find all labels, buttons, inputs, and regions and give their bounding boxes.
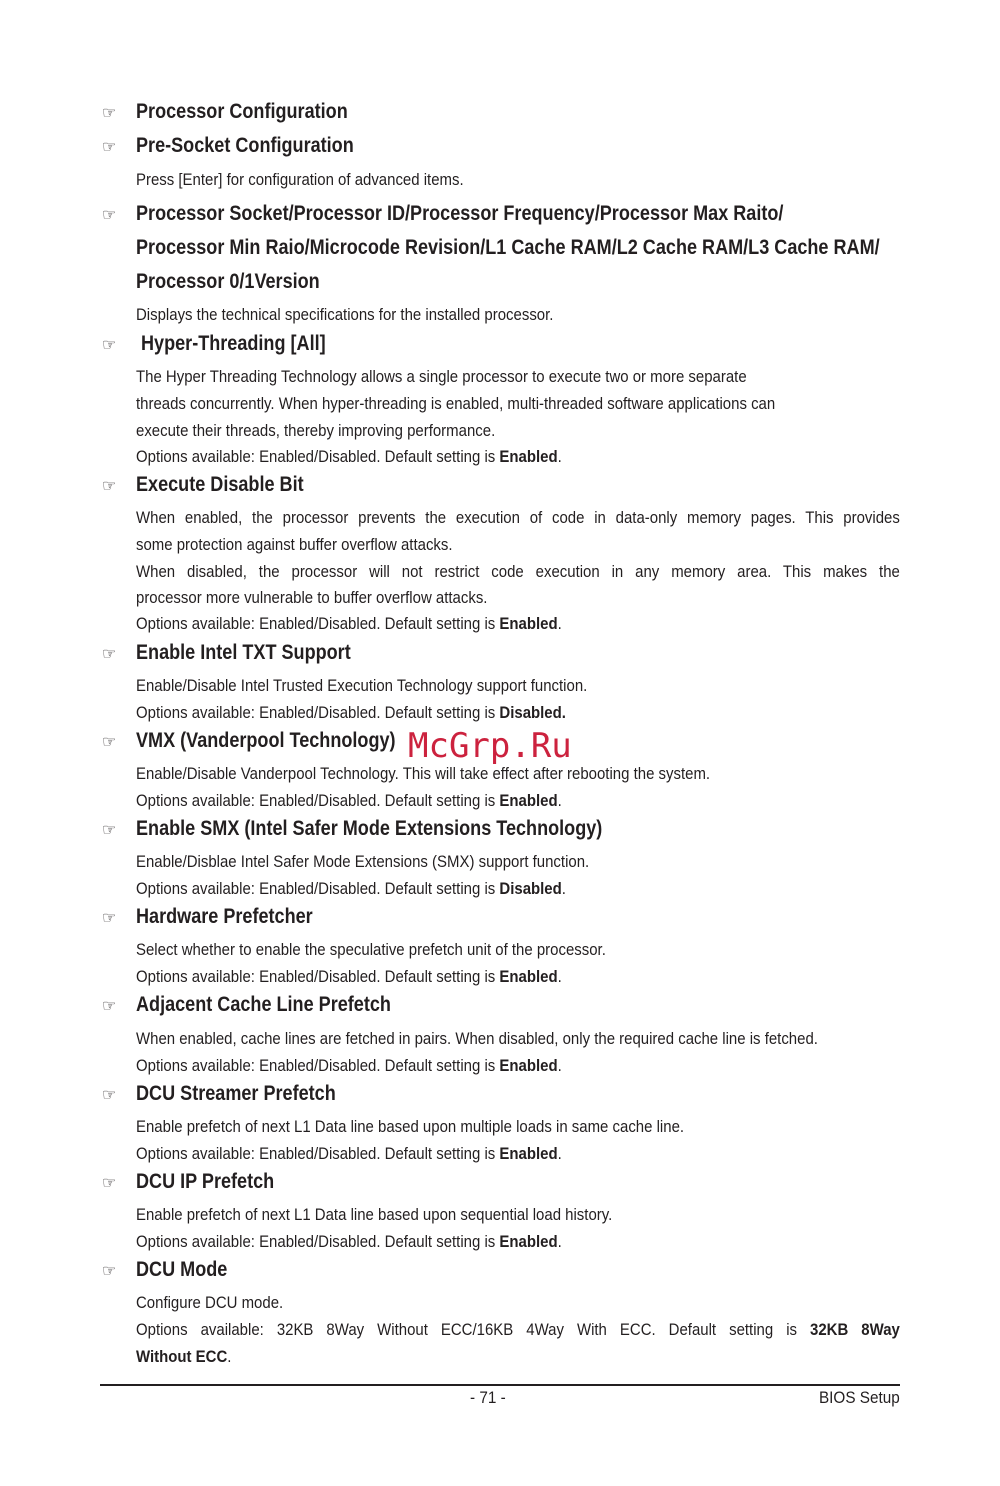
- section-title: Hardware Prefetcher: [136, 905, 313, 928]
- pointing-hand-icon: ☞: [102, 1087, 117, 1104]
- pointing-hand-icon: ☞: [102, 105, 117, 122]
- section-title: Pre-Socket Configuration: [136, 134, 354, 157]
- section-heading-continued: [102, 269, 350, 295]
- section-title: Hyper-Threading [All]: [141, 332, 326, 355]
- default-value: Disabled.: [499, 703, 566, 722]
- section-description: Enable/Disable Vanderpool Technology. This will take effect after rebooting the system.: [136, 764, 711, 783]
- default-value: Enabled: [499, 791, 558, 810]
- footer-rule: [100, 1384, 900, 1386]
- section-description: When disabled, the processor will not restrict code execution in any memory area. This makes the: [136, 562, 900, 581]
- default-value: Enabled: [499, 447, 558, 466]
- options-line: Options available: Enabled/Disabled. Default setting is Enabled.: [136, 791, 562, 810]
- section-title: Execute Disable Bit: [136, 473, 304, 496]
- section-description: processor more vulnerable to buffer overflow attacks.: [136, 588, 488, 607]
- options-line: Options available: Enabled/Disabled. Default setting is Enabled.: [136, 447, 562, 466]
- section-description: Displays the technical specifications for the installed processor.: [136, 305, 554, 324]
- section-title: Processor 0/1Version: [136, 270, 320, 293]
- default-value: Enabled: [499, 1144, 558, 1163]
- section-title: Processor Min Raio/Microcode Revision/L1 Cache RAM/L2 Cache RAM/L3 Cache RAM/: [136, 236, 880, 259]
- section-heading: [102, 904, 341, 932]
- section-description: Press [Enter] for configuration of advanced items.: [136, 170, 464, 189]
- options-line: Options available: Enabled/Disabled. Default setting is Disabled.: [136, 879, 566, 898]
- pointing-hand-icon: ☞: [102, 478, 117, 495]
- section-description: threads concurrently. When hyper-threading is enabled, multi-threaded software applications can: [136, 394, 776, 413]
- pointing-hand-icon: ☞: [102, 1263, 117, 1280]
- default-value: Enabled: [499, 967, 558, 986]
- section-title: Enable SMX (Intel Safer Mode Extensions Technology): [136, 817, 603, 840]
- footer-title: BIOS Setup: [819, 1388, 900, 1407]
- pointing-hand-icon: ☞: [102, 207, 117, 224]
- options-line: Options available: Enabled/Disabled. Default setting is Disabled.: [136, 703, 566, 722]
- section-title: Processor Socket/Processor ID/Processor Frequency/Processor Max Raito/: [136, 202, 784, 225]
- default-value: Enabled: [499, 1232, 558, 1251]
- section-heading: [102, 99, 382, 127]
- section-description: Enable prefetch of next L1 Data line based upon sequential load history.: [136, 1205, 613, 1224]
- options-line-continued: Without ECC.: [136, 1347, 232, 1366]
- section-heading: [102, 992, 432, 1020]
- section-description: When enabled, cache lines are fetched in pairs. When disabled, only the required cache line is fetched.: [136, 1029, 818, 1048]
- section-title: Adjacent Cache Line Prefetch: [136, 993, 391, 1016]
- section-title: DCU Mode: [136, 1258, 228, 1281]
- section-heading-continued: [102, 235, 1000, 261]
- options-line: Options available: 32KB 8Way Without ECC/16KB 4Way With ECC. Default setting is 32KB 8Way: [136, 1320, 900, 1339]
- section-heading: [102, 472, 331, 500]
- section-title: DCU Streamer Prefetch: [136, 1082, 336, 1105]
- options-line: Options available: Enabled/Disabled. Default setting is Enabled.: [136, 967, 562, 986]
- section-description: execute their threads, thereby improving performance.: [136, 421, 496, 440]
- section-description: Enable/Disable Intel Trusted Execution Technology support function.: [136, 676, 588, 695]
- section-heading: [102, 1257, 242, 1285]
- default-value: Without ECC: [136, 1347, 228, 1366]
- section-heading: [102, 331, 356, 359]
- pointing-hand-icon: ☞: [102, 822, 117, 839]
- pointing-hand-icon: ☞: [102, 998, 117, 1015]
- section-description: Configure DCU mode.: [136, 1293, 284, 1312]
- section-title: DCU IP Prefetch: [136, 1170, 275, 1193]
- section-description: Enable/Disblae Intel Safer Mode Extensions (SMX) support function.: [136, 852, 590, 871]
- options-line: Options available: Enabled/Disabled. Default setting is Enabled.: [136, 1232, 562, 1251]
- section-title: VMX (Vanderpool Technology): [136, 729, 396, 752]
- pointing-hand-icon: ☞: [102, 646, 117, 663]
- pointing-hand-icon: ☞: [102, 139, 117, 156]
- options-line: Options available: Enabled/Disabled. Default setting is Enabled.: [136, 1056, 562, 1075]
- section-heading: [102, 728, 438, 756]
- pointing-hand-icon: ☞: [102, 734, 117, 751]
- default-value: Disabled: [499, 879, 562, 898]
- section-heading: [102, 201, 889, 229]
- section-heading: [102, 1081, 368, 1109]
- pointing-hand-icon: ☞: [102, 337, 117, 354]
- pointing-hand-icon: ☞: [102, 910, 117, 927]
- options-line: Options available: Enabled/Disabled. Default setting is Enabled.: [136, 614, 562, 633]
- section-description: The Hyper Threading Technology allows a single processor to execute two or more separate: [136, 367, 747, 386]
- section-heading: [102, 1169, 297, 1197]
- section-heading: [102, 816, 678, 844]
- section-heading: [102, 133, 389, 161]
- default-value: Enabled: [499, 1056, 558, 1075]
- watermark-text: McGrp.Ru: [408, 726, 572, 766]
- page-number: - 71 -: [470, 1388, 506, 1407]
- default-value: 32KB 8Way: [810, 1320, 900, 1339]
- section-title: Enable Intel TXT Support: [136, 641, 351, 664]
- section-description: some protection against buffer overflow attacks.: [136, 535, 453, 554]
- default-value: Enabled: [499, 614, 558, 633]
- section-description: When enabled, the processor prevents the execution of code in data-only memory pages. This provides: [136, 508, 900, 527]
- section-description: Enable prefetch of next L1 Data line based upon multiple loads in same cache line.: [136, 1117, 685, 1136]
- section-description: Select whether to enable the speculative prefetch unit of the processor.: [136, 940, 606, 959]
- pointing-hand-icon: ☞: [102, 1175, 117, 1192]
- section-heading: [102, 640, 386, 668]
- section-title: Processor Configuration: [136, 100, 348, 123]
- options-line: Options available: Enabled/Disabled. Default setting is Enabled.: [136, 1144, 562, 1163]
